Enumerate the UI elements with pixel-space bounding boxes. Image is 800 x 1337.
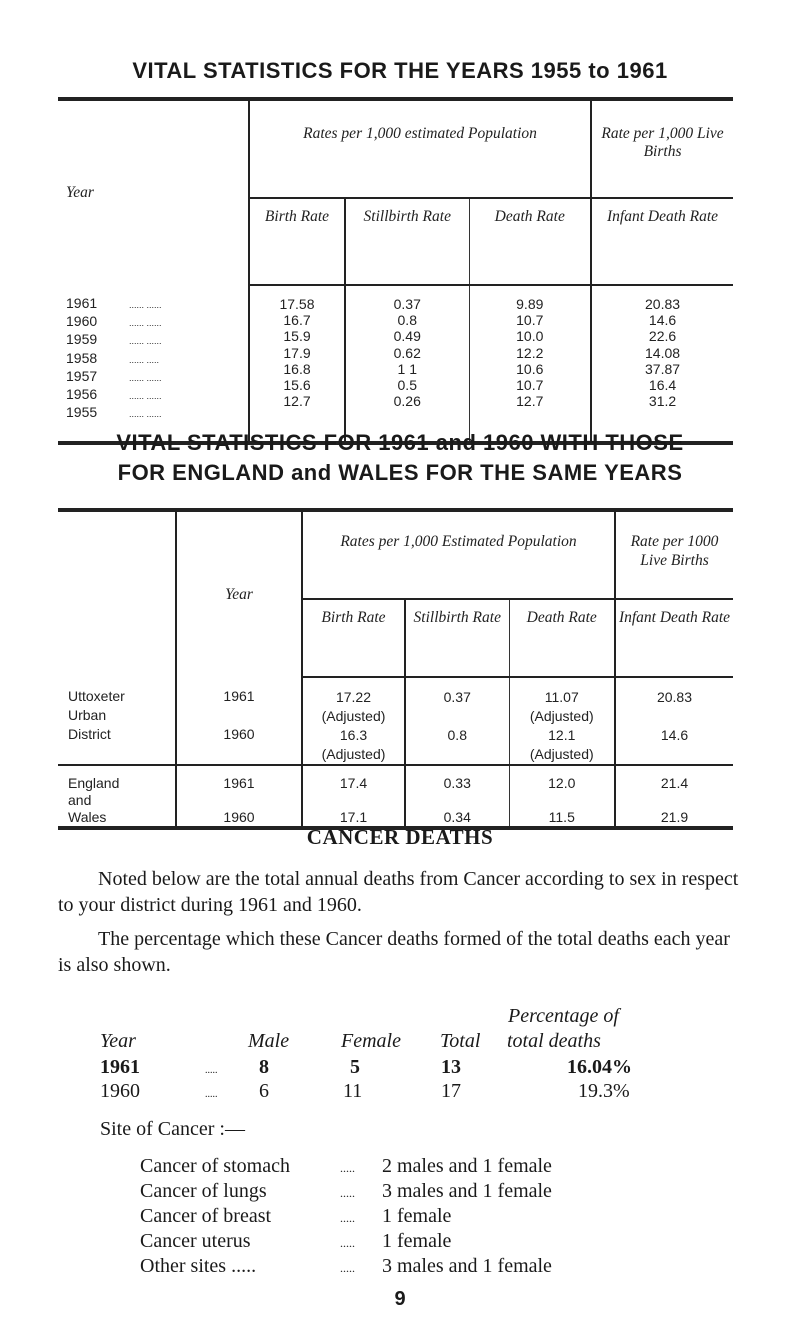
- table-row: 1960 ...... ......: [66, 313, 162, 330]
- death-rate-header: Death Rate: [509, 599, 615, 677]
- death-rate-header: Death Rate: [469, 198, 591, 285]
- list-item: Other sites ..... ..... 3 males and 1 female: [140, 1255, 552, 1277]
- infant-death-rate-header: Infant Death Rate: [615, 599, 733, 677]
- year-header: Year: [100, 1030, 136, 1052]
- infant-death-rate-header: Infant Death Rate: [591, 198, 733, 285]
- year-column: 1961 1960: [176, 765, 302, 828]
- year-header: Year: [58, 99, 249, 285]
- section-title: VITAL STATISTICS FOR 1961 and 1960 WITH THOSE FOR ENGLAND and WALES FOR THE SAME YEARS: [116, 430, 684, 485]
- table-row: 1956 ...... ......: [66, 386, 162, 403]
- area-name: England and Wales: [58, 765, 176, 828]
- male-cell: 6: [259, 1080, 269, 1102]
- year-cell: 1960: [100, 1080, 140, 1102]
- percentage-header: Percentage of: [508, 1005, 619, 1027]
- death-rate-column: 11.07 (Adjusted) 12.1 (Adjusted): [509, 677, 615, 765]
- total-cell: 17: [441, 1080, 461, 1102]
- male-header: Male: [248, 1030, 290, 1052]
- section-title: CANCER DEATHS: [306, 825, 494, 849]
- birth-rate-header: Birth Rate: [249, 198, 345, 285]
- year-header: Year: [176, 510, 302, 677]
- stillbirth-rate-column: 0.37 0.8 0.49 0.62 1 1 0.5 0.26: [345, 285, 469, 443]
- birth-rate-column: 17.4 17.1: [302, 765, 405, 828]
- stillbirth-rate-column: 0.37 0.8: [405, 677, 509, 765]
- year-column: 1961 1960: [176, 677, 302, 765]
- paragraph: The percentage which these Cancer deaths formed of the total deaths each year is also shown.: [58, 928, 730, 976]
- year-cell: 1961: [100, 1056, 140, 1078]
- percentage-cell: 19.3%: [578, 1080, 630, 1102]
- cancer-deaths-table: Percentage of Year Male Female Total total deaths 1961 ..... 8 5 13 16.04% 1960 ..... 6 11 17 19.3%: [100, 1005, 632, 1102]
- infant-death-rate-column: 20.83 14.6 22.6 14.08 37.87 16.4 31.2: [645, 296, 681, 410]
- list-item: Cancer uterus ..... 1 female: [140, 1230, 452, 1252]
- total-deaths-header: total deaths: [507, 1030, 601, 1052]
- table-row: 1961 ...... ......: [66, 295, 162, 311]
- table-row: 1958 ...... .....: [66, 349, 160, 366]
- live-births-group-header: Rate per 1,000 Live Births: [601, 125, 724, 160]
- birth-rate-column: 17.58 16.7 15.9 17.9 16.8 15.6 12.7: [249, 285, 345, 443]
- rates-group-header: Rates per 1,000 estimated Population: [249, 99, 591, 198]
- stillbirth-rate-column: 0.33 0.34: [405, 765, 509, 828]
- page-title: VITAL STATISTICS FOR THE YEARS 1955 to 1961: [132, 58, 668, 83]
- female-header: Female: [341, 1030, 401, 1052]
- table-row: 1957 ...... ......: [66, 367, 162, 384]
- infant-death-rate-column: 21.4 21.9: [660, 775, 689, 825]
- total-cell: 13: [441, 1056, 461, 1078]
- male-cell: 8: [259, 1056, 269, 1078]
- percentage-cell: 16.04%: [567, 1056, 632, 1078]
- paragraph: Noted below are the total annual deaths from Cancer according to sex in respect to your district during 1961 and 1960.: [58, 868, 739, 916]
- page-number: 9: [394, 1288, 406, 1310]
- table-row: 1955 ...... ......: [66, 404, 162, 421]
- death-rate-column: 12.0 11.5: [509, 765, 615, 828]
- table-row: 1959 ...... ......: [66, 331, 162, 348]
- list-item: Cancer of stomach ..... 2 males and 1 female: [140, 1155, 552, 1177]
- stillbirth-rate-header: Stillbirth Rate: [405, 599, 509, 677]
- infant-death-rate-column: 20.83 14.6: [615, 677, 733, 765]
- site-of-cancer-label: Site of Cancer :—: [100, 1118, 245, 1140]
- death-rate-column: 9.89 10.7 10.0 12.2 10.6 10.7 12.7: [469, 285, 591, 443]
- female-cell: 11: [343, 1080, 363, 1102]
- area-name: Uttoxeter Urban District: [58, 677, 176, 765]
- list-item: Cancer of lungs ..... 3 males and 1 female: [140, 1180, 552, 1202]
- live-births-group-header: Rate per 1000 Live Births: [630, 533, 719, 569]
- stillbirth-rate-header: Stillbirth Rate: [345, 198, 469, 285]
- birth-rate-header: Birth Rate: [302, 599, 405, 677]
- list-item: Cancer of breast ..... 1 female: [140, 1205, 452, 1227]
- female-cell: 5: [350, 1056, 360, 1078]
- total-header: Total: [440, 1030, 481, 1052]
- birth-rate-column: 17.22 (Adjusted) 16.3 (Adjusted): [302, 677, 405, 765]
- rates-group-header: Rates per 1,000 Estimated Population: [302, 510, 615, 599]
